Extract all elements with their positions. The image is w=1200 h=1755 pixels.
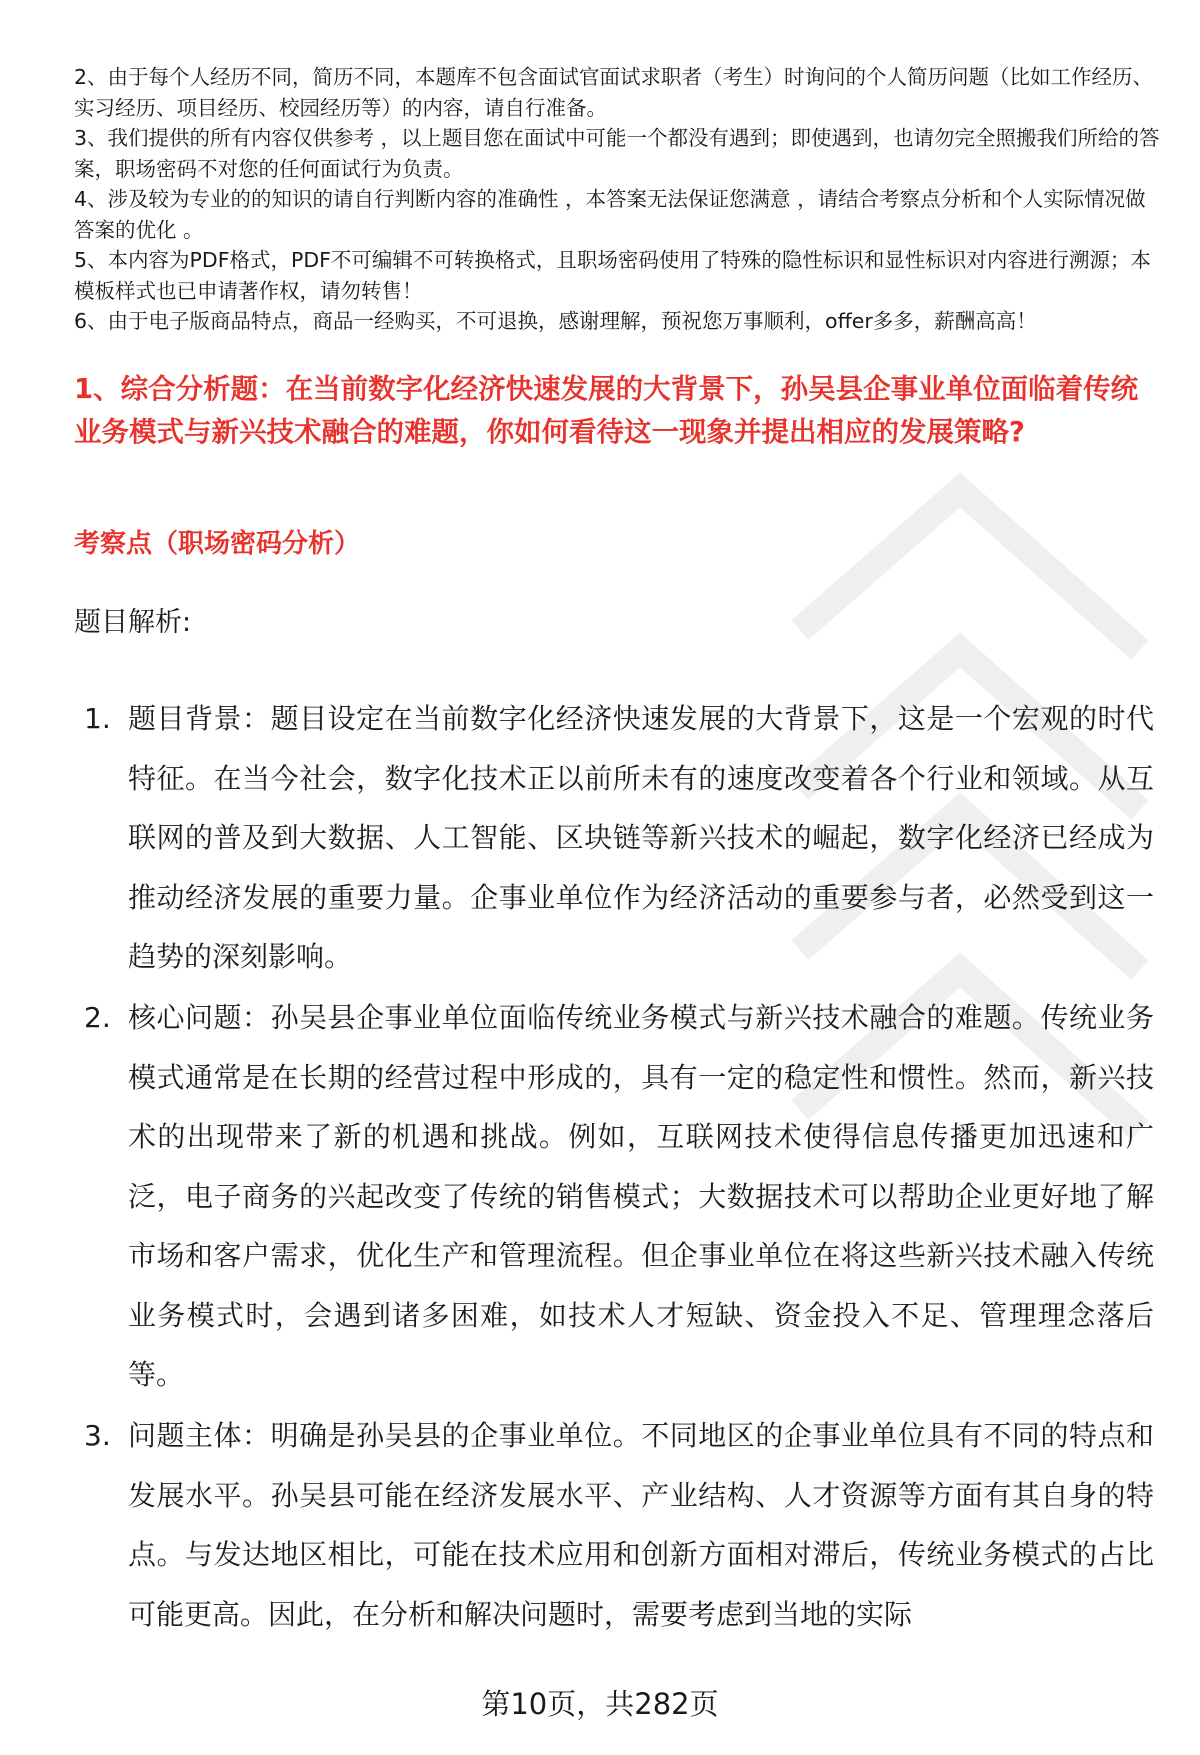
analysis-item-1: [84, 689, 1154, 987]
item-text: 核心问题：孙吴县企事业单位面临传统业务模式与新兴技术融合的难题。传统业务模式通常是在长期的经营过程中形成的，具有一定的稳定性和惯性。然而，新兴技术的出现带来了新的机遇和挑战。例如，互联网技术使得信息传播更加迅速和广泛，电子商务的兴起改变了传统的销售模式；大数据技术可以帮助企业更好地了解市场和客户需求，优化生产和管理流程。但企事业单位在将这些新兴技术融入传统业务模式时，会遇到诸多困难，如技术人才短缺、资金投入不足、管理理念落后等。: [128, 1001, 1154, 1391]
disclaimer-notes: [74, 62, 1164, 337]
kaochadian-heading: 考察点（职场密码分析）: [74, 529, 361, 559]
analysis-item-2: [84, 988, 1154, 1405]
item-number: 1.: [84, 702, 111, 735]
analysis-label: 题目解析:: [74, 607, 192, 638]
item-text: 题目背景：题目设定在当前数字化经济快速发展的大背景下，这是一个宏观的时代特征。在当今社会，数字化技术正以前所未有的速度改变着各个行业和领域。从互联网的普及到大数据、人工智能、区块链等新兴技术的崛起，数字化经济已经成为推动经济发展的重要力量。企事业单位作为经济活动的重要参与者，必然受到这一趋势的深刻影响。: [128, 702, 1154, 973]
question-heading: 1、综合分析题：在当前数字化经济快速发展的大背景下，孙吴县企事业单位面临着传统业务模式与新兴技术融合的难题，你如何看待这一现象并提出相应的发展策略?: [74, 373, 1139, 448]
item-number: 3.: [84, 1419, 111, 1452]
item-number: 2.: [84, 1001, 111, 1034]
note-4: 4、涉及较为专业的的知识的请自行判断内容的准确性 ，本答案无法保证您满意 ，请结合考察点分析和个人实际情况做答案的优化 。: [74, 187, 1146, 242]
note-5: 5、本内容为PDF格式，PDF不可编辑不可转换格式，且职场密码使用了特殊的隐性标识和显性标识对内容进行溯源；本模板样式也已申请著作权，请勿转售！: [74, 248, 1151, 303]
note-3: 3、我们提供的所有内容仅供参考 ，以上题目您在面试中可能一个都没有遇到；即使遇到，也请勿完全照搬我们所给的答案，职场密码不对您的任何面试行为负责。: [74, 126, 1160, 181]
analysis-item-3: [84, 1406, 1154, 1644]
note-6: 6、由于电子版商品特点，商品一经购买，不可退换，感谢理解，预祝您万事顺利，offer多多，薪酬高高！: [74, 309, 1037, 333]
page-footer: 第10页，共282页: [481, 1687, 719, 1721]
item-text: 问题主体：明确是孙吴县的企事业单位。不同地区的企事业单位具有不同的特点和发展水平。孙吴县可能在经济发展水平、产业结构、人才资源等方面有其自身的特点。与发达地区相比，可能在技术应用和创新方面相对滞后，传统业务模式的占比可能更高。因此，在分析和解决问题时，需要考虑到当地的实际: [128, 1419, 1154, 1631]
note-2: 2、由于每个人经历不同，简历不同，本题库不包含面试官面试求职者（考生）时询问的个人简历问题（比如工作经历、实习经历、项目经历、校园经历等）的内容，请自行准备。: [74, 65, 1154, 120]
